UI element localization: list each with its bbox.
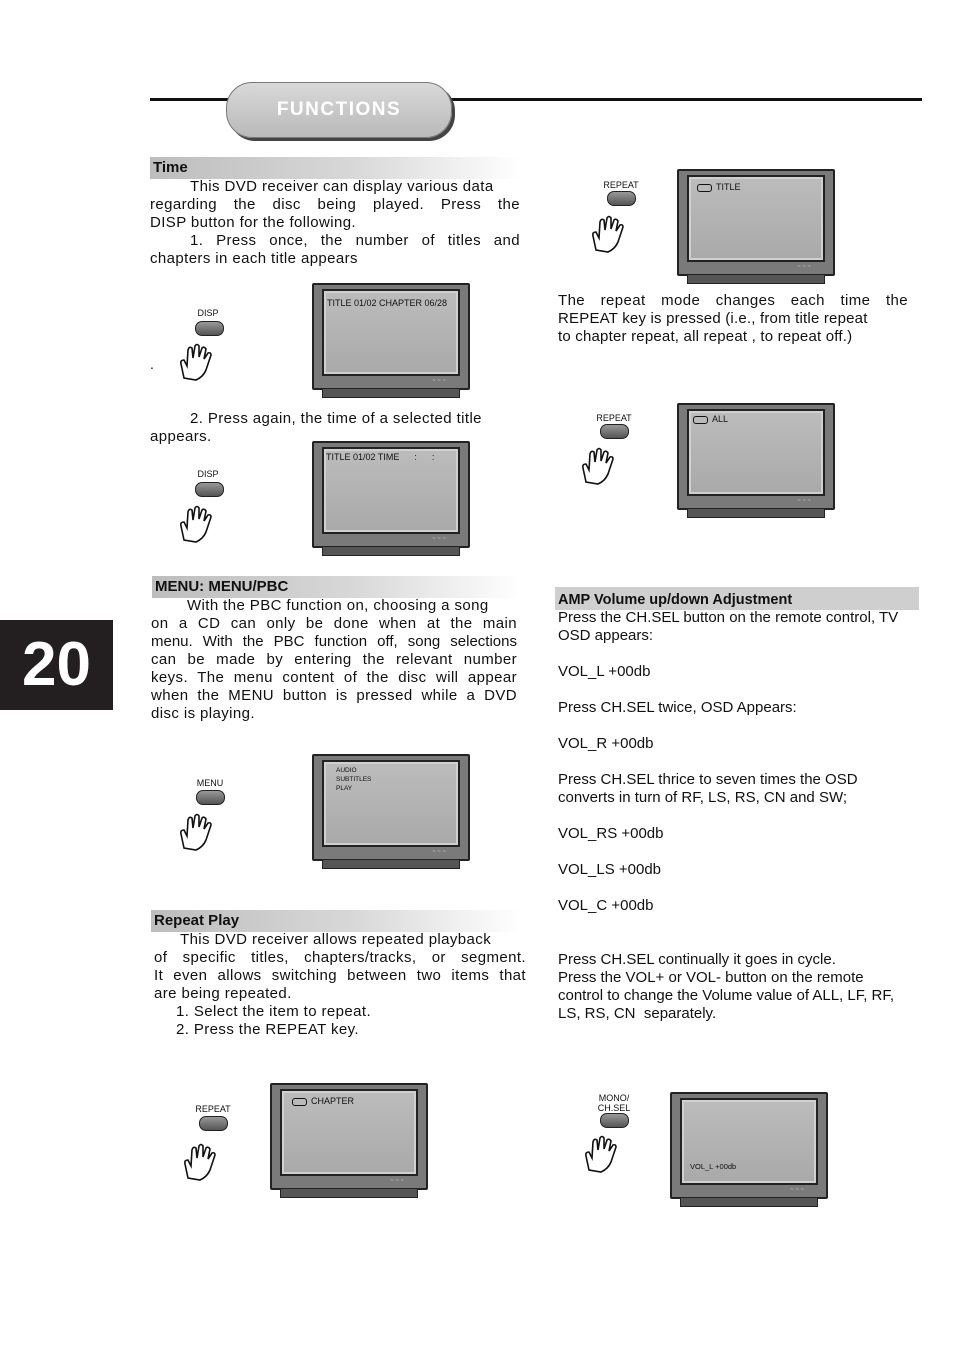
text-line bbox=[558, 681, 928, 699]
text-line: 1. Select the item to repeat. bbox=[176, 1003, 372, 1020]
functions-banner bbox=[226, 82, 452, 138]
tv-screen-chapter bbox=[270, 1083, 428, 1198]
osd-repeat bbox=[292, 1097, 354, 1106]
text-line: 2. Press again, the time of a selected title bbox=[190, 410, 482, 427]
tv-base bbox=[322, 860, 460, 869]
repeat-button[interactable] bbox=[199, 1116, 228, 1131]
text-line: With the PBC function on, choosing a song bbox=[187, 597, 489, 614]
text-line: disc is playing. bbox=[151, 705, 255, 722]
text-line: menu. With the PBC function off, song selections bbox=[151, 633, 517, 650]
hand-pointer-icon bbox=[590, 212, 630, 254]
tv-base bbox=[322, 389, 460, 398]
page-title: FUNCTIONS bbox=[276, 99, 402, 120]
tv-screen-menu bbox=[312, 754, 470, 869]
text-line bbox=[558, 843, 928, 861]
text-line: LS, RS, CN separately. bbox=[558, 1005, 717, 1022]
page-number: 20 bbox=[0, 620, 113, 710]
menu-heading: MENU: MENU/PBC bbox=[152, 576, 521, 598]
text-line: converts in turn of RF, LS, RS, CN and SW; bbox=[558, 789, 847, 806]
tv-logo: ~ ~ ~ bbox=[432, 849, 446, 855]
osd-text: TITLE bbox=[716, 182, 741, 192]
header-rule-right bbox=[448, 98, 922, 101]
hand-pointer-icon bbox=[178, 502, 218, 544]
time-paragraph bbox=[150, 178, 520, 268]
text-line bbox=[558, 933, 928, 951]
text-line: are being repeated. bbox=[154, 985, 292, 1002]
osd-text: CHAPTER bbox=[311, 1096, 355, 1106]
osd-text: TITLE 01/02 TIME : : bbox=[326, 452, 435, 462]
mono-chsel-button-label bbox=[589, 1093, 639, 1113]
tv-logo: ~ ~ ~ bbox=[790, 1187, 804, 1193]
repeat-mode-paragraph bbox=[558, 292, 908, 346]
menu-paragraph bbox=[151, 597, 517, 723]
disp-button-label: DISP bbox=[197, 469, 219, 479]
osd-repeat bbox=[697, 183, 741, 192]
text-line: Press CH.SEL twice, OSD Appears: bbox=[558, 699, 797, 716]
tv-base bbox=[322, 547, 460, 556]
text-line: appears. bbox=[150, 428, 212, 445]
tv-base bbox=[687, 275, 825, 284]
tv-logo: ~ ~ ~ bbox=[797, 264, 811, 270]
osd-text: VOL_L +00db bbox=[690, 1162, 737, 1171]
tv-logo: ~ ~ ~ bbox=[390, 1178, 404, 1184]
text-line: on a CD can only be done when at the main bbox=[151, 615, 517, 632]
tv-base bbox=[280, 1189, 418, 1198]
tv-screen-title-time bbox=[312, 441, 470, 556]
text-line: VOL_C +00db bbox=[558, 897, 654, 914]
tv-base bbox=[687, 509, 825, 518]
label-line: CH.SEL bbox=[597, 1103, 631, 1113]
text-line: Press CH.SEL thrice to seven times the OSD bbox=[558, 771, 858, 788]
text-line: OSD appears: bbox=[558, 627, 654, 644]
osd-text: ALL bbox=[712, 414, 729, 424]
tv-logo: ~ ~ ~ bbox=[432, 536, 446, 542]
text-line: control to change the Volume value of ALL, LF, RF, bbox=[558, 987, 895, 1004]
text-line: keys. The menu content of the disc will appear bbox=[151, 669, 517, 686]
header-rule-left bbox=[150, 98, 230, 101]
osd-menu-item: PLAY bbox=[336, 785, 353, 792]
text-line: 2. Press the REPEAT key. bbox=[176, 1021, 360, 1038]
text-line: VOL_RS +00db bbox=[558, 825, 664, 842]
tv-screen-all-repeat bbox=[677, 403, 835, 518]
text-line: of specific titles, chapters/tracks, or segment. bbox=[154, 949, 526, 966]
text-line bbox=[558, 915, 928, 933]
text-line: when the MENU button is pressed while a DVD bbox=[151, 687, 517, 704]
text-line: Press CH.SEL continually it goes in cycle. bbox=[558, 951, 836, 968]
repeat-icon bbox=[292, 1098, 307, 1106]
time-heading: Time bbox=[150, 157, 521, 179]
text-line: This DVD receiver allows repeated playback bbox=[180, 931, 492, 948]
amp-heading: AMP Volume up/down Adjustment bbox=[555, 587, 919, 610]
hand-pointer-icon bbox=[583, 1132, 623, 1174]
hand-pointer-icon bbox=[178, 340, 218, 382]
osd-menu-item: SUBTITLES bbox=[336, 776, 372, 783]
osd-repeat bbox=[693, 415, 728, 424]
text-line: Press the VOL+ or VOL- button on the remote bbox=[558, 969, 864, 986]
text-line: REPEAT key is pressed (i.e., from title repeat bbox=[558, 310, 868, 327]
stray-dot: . bbox=[150, 356, 154, 372]
menu-button-label: MENU bbox=[196, 778, 224, 788]
repeat-button-label: REPEAT bbox=[195, 1104, 231, 1114]
text-line bbox=[558, 879, 928, 897]
tv-screen-title-chapter bbox=[312, 283, 470, 398]
text-line: VOL_LS +00db bbox=[558, 861, 662, 878]
osd-text: TITLE 01/02 CHAPTER 06/28 bbox=[327, 298, 448, 308]
text-line: can be made by entering the relevant number bbox=[151, 651, 517, 668]
text-line bbox=[558, 645, 928, 663]
disp-button[interactable] bbox=[195, 482, 224, 497]
label-line: MONO/ bbox=[598, 1093, 630, 1103]
text-line: This DVD receiver can display various data bbox=[190, 178, 494, 195]
mono-chsel-button[interactable] bbox=[600, 1113, 629, 1128]
repeat-heading: Repeat Play bbox=[151, 910, 521, 932]
tv-screen-volume bbox=[670, 1092, 828, 1207]
tv-logo: ~ ~ ~ bbox=[432, 378, 446, 384]
repeat-icon bbox=[693, 416, 708, 424]
text-line: regarding the disc being played. Press the bbox=[150, 196, 520, 213]
disp-button-label: DISP bbox=[197, 308, 219, 318]
text-line: 1. Press once, the number of titles and bbox=[190, 232, 520, 249]
text-line: to chapter repeat, all repeat , to repeat off.) bbox=[558, 328, 853, 345]
hand-pointer-icon bbox=[580, 444, 620, 486]
repeat-button[interactable] bbox=[600, 424, 629, 439]
text-line: VOL_L +00db bbox=[558, 663, 651, 680]
tv-screen-title-repeat bbox=[677, 169, 835, 284]
text-line bbox=[558, 717, 928, 735]
text-line: VOL_R +00db bbox=[558, 735, 654, 752]
repeat-button-label: REPEAT bbox=[603, 180, 639, 190]
tv-base bbox=[680, 1198, 818, 1207]
osd-menu-item: AUDIO bbox=[336, 767, 357, 774]
repeat-paragraph bbox=[154, 931, 526, 1039]
text-line: Press the CH.SEL button on the remote control, TV bbox=[558, 609, 899, 626]
hand-pointer-icon bbox=[182, 1140, 222, 1182]
amp-paragraph bbox=[558, 609, 928, 1023]
tv-logo: ~ ~ ~ bbox=[797, 498, 811, 504]
text-line bbox=[558, 753, 928, 771]
text-line: DISP button for the following. bbox=[150, 214, 357, 231]
disp-button[interactable] bbox=[195, 321, 224, 336]
repeat-icon bbox=[697, 184, 712, 192]
text-line bbox=[558, 807, 928, 825]
repeat-button[interactable] bbox=[607, 191, 636, 206]
text-line: chapters in each title appears bbox=[150, 250, 358, 267]
text-line: It even allows switching between two items that bbox=[154, 967, 526, 984]
repeat-button-label: REPEAT bbox=[596, 413, 632, 423]
tv-display bbox=[680, 1098, 818, 1185]
text-line: The repeat mode changes each time the bbox=[558, 292, 908, 309]
menu-button[interactable] bbox=[196, 790, 225, 805]
hand-pointer-icon bbox=[178, 810, 218, 852]
